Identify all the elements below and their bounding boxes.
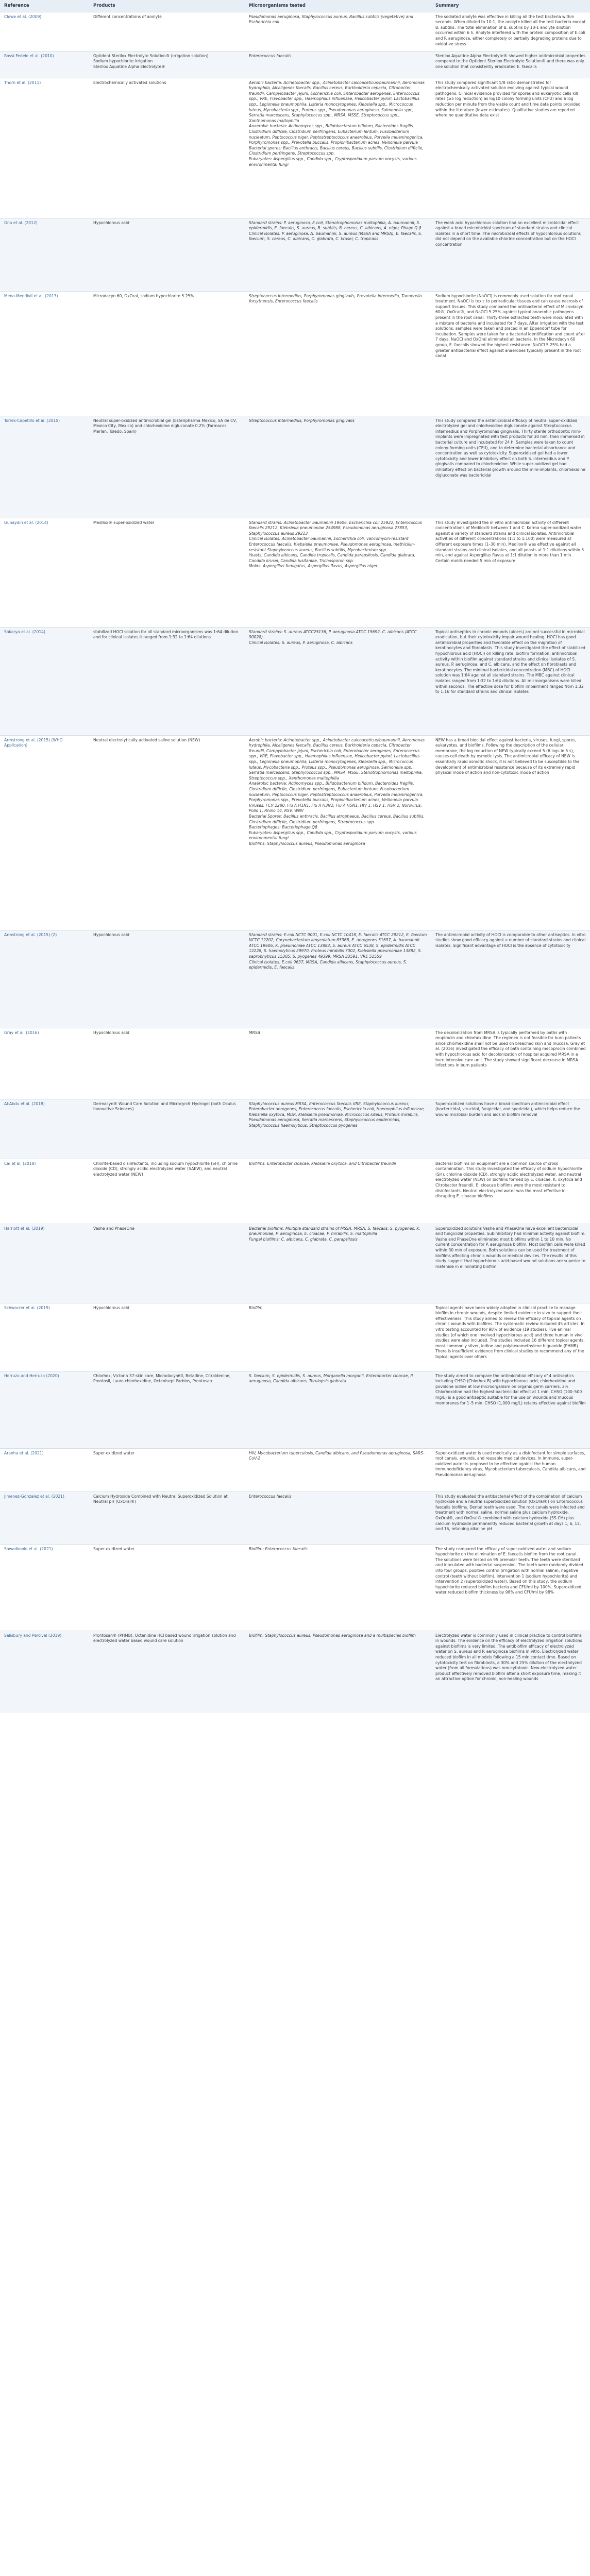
cell-microorganisms: Staphylococcus aureus MRSA, Enterococcus faecalis VRE, Staphylococcus aureus, Enterobacter aerogenes, Enterococcus faecalis, Escherichia coli, Haemophilus influenzae, Klebsiella oxytoca, MDR, Klebsiella pneumoniae, Micrococcus luteus, Proteus mirabilis, Pseudomonas aeruginosa, Serratia marcescens, Staphylococcus epidermidis, Staphylococcus haemolyticus, Streptococcus pyogenes bbox=[245, 1099, 431, 1159]
cell-reference: Aranha et al. (2021) bbox=[0, 1448, 89, 1492]
cell-summary: The study aimed to compare the antimicrobial efficacy of 4 antiseptics including CHSO (Chlorhex B) with hypochlorous acid, chlorhexidine and povidone iodine at low microorganism on organic germ carriers. 2% Chlorhexidine had the highest bactericidal effect at 1 min. CHSO (100–500 mg/L) is a good antiseptic suitable for the use on wounds and mucous membranes for 1–5 min. CHSO (1,000 mg/L) retains effective against biofilm bbox=[431, 1371, 590, 1448]
table-row bbox=[0, 735, 590, 930]
cell-summary: The study compared the efficacy of super-oxidized water and sodium hypochlorite on the elimination of E. faecalis biofilm from the root canal. The solutions were tested on 95 premolar teeth. The teeth were sterilized and inoculated with bacterial suspension. The teeth were randomly divided into four groups: positive control (irrigation with normal saline), negative control (teeth without biofilm), intervention 1 (sodium hypochlorite) and intervention 2 (superoxidized water). Based on this study, the sodium hypochlorite reduced biofilm bacteria and CFU/ml by 100%. Superoxidized water reduced biofilm thickness by 98% and CFU/ml by 98% bbox=[431, 1544, 590, 1631]
cell-products: Neutral electrolytically activated saline solution (NEW) bbox=[89, 735, 245, 930]
cell-products: Calcium Hydroxide Combined with Neutral Superoxidized Solution at Neutral pH (OxOral®) bbox=[89, 1492, 245, 1544]
cell-products: Microdacyn 60, OxOral, sodium hypochlorite 5.25% bbox=[89, 291, 245, 416]
header-reference: Reference bbox=[0, 0, 89, 12]
table-row bbox=[0, 1028, 590, 1099]
table-row bbox=[0, 1544, 590, 1631]
header-summary: Summary bbox=[431, 0, 590, 12]
cell-products: Hypochlorous acid bbox=[89, 1303, 245, 1371]
cell-products: Hypochlorous acid bbox=[89, 930, 245, 1028]
cell-summary: Sodium hypochlorite (NaOCl) is commonly used solution for root canal treatment. NaOCl is toxic to periradicular tissues and can cause necrosis of support tissues. This study compared the antibacterial effect of Microdacyn 60®, OxOral®, and NaOCl 5.25% against typical anaerobic pathogens present in the root canal. Thirty-three extracted teeth were inoculated with a mixture of bacteria and incubated for 7 days. After irrigation with the test solutions, samples were taken and placed in an Eppendorf tube for incubation. Samples were taken for a bacterial identification and count after 7 days. NaOCl and OxOral eliminated all bacteria. In the Microdacyn 60 group, E. faecalis showed the highest resistance. NaOCl 5.25% had a greater antibacterial effect against anaerobes typically present in the root canal bbox=[431, 291, 590, 416]
cell-microorganisms: S. faecium, S. epidermidis, S. aureus, Morganella morganii, Enterobacter cloacae, P. aeruginosa, Candida albicans, Torulopsis glabrata bbox=[245, 1371, 431, 1448]
cell-reference: Harriott et al. (2019) bbox=[0, 1224, 89, 1303]
cell-products: Neutral super-oxidized antimicrobial gel (Esteripharma Mexico, SA de CV, Mexico City, Mexico) and chlorhexidine digluconate 0.2% (Farmacos Merlan, Toledo, Spain) bbox=[89, 416, 245, 518]
cell-reference: Gunaydin et al. (2014) bbox=[0, 518, 89, 627]
cell-products: stabilized HOCl solution for all standard microorganisms was 1:64 dilution and for clinical isolates it ranged from 1:32 to 1:64 dilutions bbox=[89, 627, 245, 735]
cell-microorganisms: Enterococcus faecalis bbox=[245, 1492, 431, 1544]
cell-microorganisms: Standard strains: Acinetobacter baumannii 19606, Escherichia coli 25922, Enterococcus faecalis 29212, Klebsiella pneumoniae 254988, Pseudomonas aeruginosa 27853, Staphylococcus aureus 29213 Clinical isolates: Acinetobacter baumannii, Escherichia coli, vancomycin-resistant Enterococcus faecalis, Klebsiella pneumoniae, Pseudomonas aeruginosa, methicillin-resistant Staphylococcus aureus, Bacillus subtilis, Mycobacterium spp. Yeasts: Candida albicans, Candida tropicalis, Candida parapsilosis, Candida glabrata, Candida krusei, Candida lusitaniae, Trichosporon spp. Molds: Aspergillus fumigatus, Aspergillus flavus, Aspergillus niger bbox=[245, 518, 431, 627]
cell-products: Chlorite-based disinfectants, including sodium hypochlorite (SH), chlorine dioxide (CD), strongly acidic electrolyzed water (SAEW), and neutral electrolyzed water (NEW) bbox=[89, 1159, 245, 1224]
cell-summary: The decolonization from MRSA is typically performed by baths with mupirocin and chlorhexidine. The regimen is not feasible for burn patients since chlorhexidine shall not be used on breached skin and mucosa. Gray et al. (2016) investigated the efficacy of bath containing mecoprocin combined with hypochlorous acid for decolonization of hospital acquired MRSA in a burn intensive care unit. The study showed significant decrease in MRSA infections in burn patients bbox=[431, 1028, 590, 1099]
cell-microorganisms: Standard strains: S. aureus ATCC25136, P. aeruginosa ATCC 15692, C. albicans (ATCC 90028) Clinical isolates: S. aureus, P. aeruginosa, C. albicans bbox=[245, 627, 431, 735]
table-row bbox=[0, 930, 590, 1028]
cell-summary: Sterilox Aquatine Alpha Electrolyte® showed higher antimicrobial properties compared to the Optident Sterilox Electrolyte Solution® and there was only one solution that consistently eradicated E. faecalis bbox=[431, 51, 590, 78]
cell-summary: Superoxidized solutions Vashe and PhaseOne have excellent bactericidal and fungicidal properties. Subinhibitory had minimal activity against biofilm. Vashe and PhaseOne eliminated most biofilms within 1 to 10 min. No current concentration for P. aeruginosa biofilm. Most biofilm cells were killed within 30 min of exposure. Both solutions can be used for treatment of biofilms affecting chronic wounds or medical devices. The results of this study suggest that hypochlorous acid-based wound solutions are superior to mafenide in eliminating biofilm bbox=[431, 1224, 590, 1303]
cell-summary: This study compared significant 5/8 ratio demonstrated for electrochemically activated solution evolving against typical wound pathogens. Clinical evidence provided for spores and eukaryotic cells kill rates (≥5 log reduction) as log10 colony forming units (CFU) and 6 log reduction per minute from the viable count and time data points provided within the literature (lower estimates). Qualitative studies are reported where no quantitative data exist bbox=[431, 78, 590, 218]
cell-reference: Al-Abdu et al. (2018) bbox=[0, 1099, 89, 1159]
cell-microorganisms: Enterococcus faecalis bbox=[245, 51, 431, 78]
header-products: Products bbox=[89, 0, 245, 12]
cell-products: Prontosan® (PHMB), Octenidine HCl based wound irrigation solution and electrolyzed water based wound care solution bbox=[89, 1631, 245, 1713]
cell-summary: This study evaluated the antibacterial effect of the combination of calcium hydroxide and a neutral superoxidized solution (OxOral®) on Enterococcus faecalis biofilms. Dental teeth were used. The root canals were infected and treatment with normal saline, normal saline plus calcium hydroxide, OxOral®, and OxOral® combined with calcium hydroxide (SS-CH) plus calcium hydroxide permanently reduced bacterial growth at days 1, 6, 12, and 16, retaining alkaline pH bbox=[431, 1492, 590, 1544]
cell-microorganisms: Pseudomonas aeruginosa, Staphylococcus aureus, Bacillus subtilis (vegetative) and Escherichia coli bbox=[245, 12, 431, 51]
cell-products: Medilox® super-oxidized water bbox=[89, 518, 245, 627]
cell-reference: Sawadkonki et al. (2021) bbox=[0, 1544, 89, 1631]
table-row bbox=[0, 1631, 590, 1713]
table-row bbox=[0, 1492, 590, 1544]
cell-microorganisms: Standard strains: E.coli NCTC 9001, E.coli NCTC 10418, E. faecalis ATCC 29212, E. faecium NCTC 12202, Corynebacterium amycolatum 85368, E. aerogenes 51697, A. baumannii ATCC 19606, K. pneumoniae ATCC 13883, S. aureus ATCC 6538, S. epidermidis ATCC 12228, S. haemolyticus 29970, Proteus mirabilis 7002, Klebsiella pneumoniae 13882, S. saprophyticus 15305, S. pyogenes 49399, MRSA 33591, VRE 51559 Clinical isolates: E.coli 9637, MRSA, Candida albicans, Staphylococcus aureus, S. epidermidis, E. faecalis bbox=[245, 930, 431, 1028]
cell-microorganisms: Streptococcus intermedius, Porphyromonas gingivalis, Prevotella intermedia, Tannerella forsythensis, Enterococcus faecalis bbox=[245, 291, 431, 416]
table-row bbox=[0, 78, 590, 218]
table-row bbox=[0, 218, 590, 291]
cell-summary: The sodiated anolyte was effective in killing all the test bacteria within seconds. When diluted to 10-1, the anolyte killed all the test bacteria except B. subtilis. The total elimination of B. subtilis by 10-1 anolyte dilution occurred within 6 h. Anolyte interfered with the protein composition of E.coli and P. aeruginosa, either completely or partially degrading proteins due to oxidative stress bbox=[431, 12, 590, 51]
cell-reference: Armstrong et al. (2015) (2) bbox=[0, 930, 89, 1028]
cell-microorganisms: HIV, Mycobacterium tuberculosis, Candida albicans, and Pseudomonas aeruginosa, SARS-CoV-2 bbox=[245, 1448, 431, 1492]
cell-reference: Salisbury and Percival (2019) bbox=[0, 1631, 89, 1713]
table-row bbox=[0, 1159, 590, 1224]
cell-summary: This study investigated the in vitro antimicrobial activity of different concentrations of Medilox® between 1 and C. Kerma super-oxidized water against a variety of standard strains and clinical isolates. Antimicrobial activities of different concentrations (1:1 to 1:100) were measured at different exposure times (1–30 min). Medilox® was effective against all standard strains and clinical isolates, and all yeasts at 1:1 dilutions within 5 min, and against Aspergillus flavus at 1:1 dilution in more than 1 min. Certain molds needed 5 min of exposure bbox=[431, 518, 590, 627]
cell-products: Different concentrations of anolyte bbox=[89, 12, 245, 51]
cell-reference: Schwarzer et al. (2019) bbox=[0, 1303, 89, 1371]
header-microorganisms: Microorganisms tested bbox=[245, 0, 431, 12]
table-row bbox=[0, 51, 590, 78]
table-row bbox=[0, 1303, 590, 1371]
table-row bbox=[0, 1371, 590, 1448]
cell-summary: The weak acid hypochlorous solution had an excellent microbicidal effect against a broad microbicidal spectrum of standard strains and clinical isolates in a short time. The microbicidal effects of hypochlorous solutions did not depend on the available chlorine concentration but on the HOCl concentration bbox=[431, 218, 590, 291]
table-row bbox=[0, 1099, 590, 1159]
cell-microorganisms: Biofilm bbox=[245, 1303, 431, 1371]
cell-microorganisms: Biofilms: Enterobacter cloacae, Klebsiella oxytoca, and Citrobacter freundii bbox=[245, 1159, 431, 1224]
cell-summary: Bacterial biofilms on equipment are a common source of cross contamination. This study investigated the efficacy of sodium hypochlorite (SH), chlorine dioxide (CD), strongly acidic electrolyzed water, and neutral electrolyzed water (NEW) on biofilms formed by E. cloacae, K. oxytoca and Citrobacter freundii. E. cloacae biofilms were the most resistant to disinfectants. Neutral electrolyzed water was the most effective in disrupting E. cloacae biofilms bbox=[431, 1159, 590, 1224]
table-row bbox=[0, 627, 590, 735]
cell-reference: Sakarya et al. (2014) bbox=[0, 627, 89, 735]
cell-products: Hypochlorous acid bbox=[89, 218, 245, 291]
cell-microorganisms: Streptococcus intermedius, Porphyromonas gingivalis bbox=[245, 416, 431, 518]
cell-microorganisms: Biofilm: Staphylococcus aureus, Pseudomonas aeruginosa and a multispecies biofilm bbox=[245, 1631, 431, 1713]
cell-summary: NEW has a broad biocidal effect against bacteria, viruses, fungi, spores, eukaryotes, and biofilms. Following the description of the cellular membrane, the log reduction of NEW typically exceed 5 (6 logs in 5 s), causes cell death by osmotic lysis. The antimicrobial efficacy of NEW is essentially rapid osmotic shock, it is not believed to be susceptible to the development of antimicrobial resistance because of its extremely rapid physical mode of action and non-cytotoxic mode of action bbox=[431, 735, 590, 930]
cell-microorganisms: Biofilm: Enterococcus faecalis bbox=[245, 1544, 431, 1631]
table-body bbox=[0, 12, 590, 1713]
cell-reference: Clowe et al. (2009) bbox=[0, 12, 89, 51]
cell-summary: This study compared the antimicrobial efficacy of neutral super-oxidized electrolyzed gel and chlorhexidine digluconate against Streptococcus intermedius and Porphyromonas gingivalis. Thirty sterile orthodontic mini-implants were impregnated with test products for 30 min, then immersed in bacterial culture and incubated for 24 h. Samples were taken to count colony-forming units (CFU), and to determine bacterial absorbance and concentration as well as cytotoxicity. Superoxidized gel had a lower cytotoxicity and lower inhibitory effect on both S. intermedius and P. gingivalis compared to chlorhexidine. While super-oxidized gel had inhibitory effect on bacterial growth around the mini-implants, chlorhexidine digluconate was bactericidal bbox=[431, 416, 590, 518]
cell-microorganisms: Standard strains: P. aeruginosa, E.coli, Stenotrophomonas maltophilia, A. baumannii, S. epidermidis, E. faecalis, S. aureus, B. subtilis, B. cereus, C. albicans, A. niger, Phage Q β Clinical isolates: P. aeruginosa, A. baumannii, S. aureus (MSSA and MRSA), E. faecalis, S. faecium, S. cereus, C. albicans, C. glabrata, C. krusei, C. tropicalis bbox=[245, 218, 431, 291]
cell-microorganisms: Bacterial biofilms: Multiple standard strains of MSSA, MRSA, S. faecalis, S. pyogenes, K. pneumoniae, P. aeruginosa, E. cloacae, P. mirabilis, S. maltophilia Fungal biofilms: C. albicans, C. glabrata, C. parapsilosis bbox=[245, 1224, 431, 1303]
cell-microorganisms: MRSA bbox=[245, 1028, 431, 1099]
cell-reference: Rossi-Fedele et al. (2010) bbox=[0, 51, 89, 78]
table-row bbox=[0, 1448, 590, 1492]
cell-summary: Electrolyzed water is commonly used in clinical practice to control biofilms in wounds. The evidence on the efficacy of electrolyzed irrigation solutions against biofilms is very limited. The antibiofilm efficacy of electrolyzed water on S. aureus and P. aeruginosa biofilms in vitro. Electrolyzed water reduced biofilm in all models following a 15 min contact time. Based on cytotoxicity test on fibroblasts, a 30% and 25% dilution of the electrolyzed water (from all formulations) was non-cytotoxic. New electrolyzed water product effectively removed biofilm after a short exposure time, making it an attractive option for chronic, non-healing wounds bbox=[431, 1631, 590, 1713]
cell-products: Dermacyn® Wound Care Solution and Microcyn® Hydrogel (both Oculus Innovative Sciences) bbox=[89, 1099, 245, 1159]
table-row bbox=[0, 518, 590, 627]
cell-reference: Thorn et al. (2011) bbox=[0, 78, 89, 218]
cell-reference: Torres-Capetillo et al. (2015) bbox=[0, 416, 89, 518]
table-row bbox=[0, 1224, 590, 1303]
cell-products: Vashe and PhaseOne bbox=[89, 1224, 245, 1303]
cell-reference: Gray et al. (2016) bbox=[0, 1028, 89, 1099]
cell-products: Electrochemically activated solutions bbox=[89, 78, 245, 218]
cell-summary: Topical agents have been widely adopted in clinical practice to manage biofilm in chronic wounds, despite limited evidence in vivo to support their effectiveness. This study aimed to review the efficacy of topical agents on chronic wounds with biofilms. The systematic review included 45 articles. In vitro testing accounted for 90% of evidence (19 studies). Five animal studies (of which one involved hypochlorous acid) and three human in vivo studies were also included. The studies included 16 different topical agents, most commonly silver, iodine and polyhexamethylene biguanide (PHMB). There is insufficient evidence from clinical studies to recommend any of the topical agents over others bbox=[431, 1303, 590, 1371]
cell-reference: Herruzo and Herruzo (2020) bbox=[0, 1371, 89, 1448]
table-row bbox=[0, 291, 590, 416]
cell-summary: Topical antiseptics in chronic wounds (ulcers) are not successful in microbial eradication, but their cytotoxicity impair wound healing. HOCl has good antimicrobial properties and favorable effect on the migration of keratinocytes and fibroblasts. This study investigated the effect of stabilized hypochlorous acid (HOCl) on killing rate, biofilm formation, antimicrobial activity within biofilm against standard strains and clinical isolates of S. aureus, P. aeruginosa, and C. albicans, and the effect on fibroblasts and keratinocytes. The minimal bactericidal concentration (MBC) of HOCl solution was 1:64 against all standard strains. The MBC against clinical isolates ranged from 1:32 to 1:64 dilutions. All microorganisms were killed within seconds. The effective dose for biofilm impairment ranged from 1:32 to 1:16 for standard strains and clinical isolates bbox=[431, 627, 590, 735]
table-header-row bbox=[0, 0, 590, 12]
cell-products: Optident Sterilox Electrolyte Solution® (irrigation solution) Sodium hypochlorite irrigation Sterilox Aquatine Alpha Electrolyte® bbox=[89, 51, 245, 78]
cell-summary: Super-oxidized solutions have a broad spectrum antimicrobial effect (bactericidal, virucidal, fungicidal, and sporicidal), which helps reduce the wound microbial burden and aids in biofilm removal bbox=[431, 1099, 590, 1159]
cell-reference: Cai et al. (2018) bbox=[0, 1159, 89, 1224]
cell-products: Hypochlorous acid bbox=[89, 1028, 245, 1099]
cell-reference: Mena-Mendivil et al. (2013) bbox=[0, 291, 89, 416]
cell-summary: The antimicrobial activity of HOCl is comparable to other antiseptics. In vitro studies show good efficacy against a number of standard strains and clinical isolates. Significant advantage of HOCl is the absence of cytotoxicity bbox=[431, 930, 590, 1028]
cell-microorganisms: Aerobic bacteria: Acinetobacter spp., Acinetobacter calcoaceticus/baumannii, Aeromonas hydrophila, Alcaligenes faecalis, Bacillus cereus, Burkholderia cepacia, Citrobacter freundii, Campylobacter jejuni, Escherichia coli, Enterobacter aerogenes, Enterococcus spp., VRE, Flavobacter spp., Haemophilus influenzae, Helicobacter pylori, Lactobacillus spp., Legionella pneumophila, Listeria monocytogenes, Klebsiella spp., Micrococcus luteus, Mycobacteria spp., Proteus spp., Pseudomonas aeruginosa, Salmonella spp., Serratia marcescens, Staphylococcus spp., MRSA, MSSE, Streptococcus spp., Xanthomonas maltophilia Anaerobic bacteria: Actinomyces spp., Bifidobacterium bifidum, Bacteroides fragilis, Clostridium difficile, Clostridium perfringens, Eubacterium lentum, Fusobacterium nucleatum, Peptococcus niger, Peptostreptococcus anaerobius, Porvella melaninogenica, Porphyromonas spp., Prevotella buccalis, Propionibacterium acnes, Veillonella parvula Bacterial spores: Bacillus anthracis, Bacillus cereus, Bacillus subtilis, Clostridium difficile, Clostridium perfringens, Streptococcus spp. Eukaryotes: Aspergillus spp., Candida spp., Cryptosporidium parvum oocysts, various environmental fungi bbox=[245, 78, 431, 218]
cell-reference: Ono et al. (2012) bbox=[0, 218, 89, 291]
cell-summary: Super-oxidized water is used medically as a disinfectant for simple surfaces, root canals, wounds, and reusable medical devices. In immune, super-oxidized water is proposed to be effective against the human immunodeficiency virus, Mycobacterium tuberculosis, Candida albicans, and Pseudomonas aeruginosa bbox=[431, 1448, 590, 1492]
cell-products: Super-oxidized water bbox=[89, 1544, 245, 1631]
cell-reference: Jimenez-Gonzalez et al. (2021) bbox=[0, 1492, 89, 1544]
cell-products: Super-oxidized water bbox=[89, 1448, 245, 1492]
cell-reference: Armstrong et al. (2015) (WHO Application) bbox=[0, 735, 89, 930]
table-row bbox=[0, 12, 590, 51]
cell-products: Chlorhex, Victoria 37-skin care, Microdacyn60, Betadine, Citraldenine, Prontosil, Lauro chlorhexidine, Octenisept Farblos, Prontosan bbox=[89, 1371, 245, 1448]
cell-microorganisms: Aerobic bacteria: Acinetobacter spp., Acinetobacter calcoaceticus/baumannii, Aeromonas hydrophila, Alcaligenes faecalis, Bacillus cereus, Burkholderia cepacia, Citrobacter freundii, Campylobacter jejuni, Escherichia coli, Enterobacter aerogenes, Enterococcus spp., VRE, Flavobacter spp., Haemophilus influenzae, Helicobacter pylori, Lactobacillus spp., Legionella pneumophila, Listeria monocytogenes, Klebsiella spp., Micrococcus luteus, Mycobacteria spp., Proteus spp., Pseudomonas aeruginosa, Salmonella spp., Serratia marcescens, Staphylococcus spp., MRSA, MSSE, Stenotrophomonas maltophilia, Streptococcus spp., Xanthomonas maltophilia Anaerobic bacteria: Actinomyces spp., Bifidobacterium bifidum, Bacteroides fragilis, Clostridium difficile, Clostridium perfringens, Eubacterium lentum, Fusobacterium nucleatum, Peptococcus niger, Peptostreptococcus anaerobius, Porvella melaninogenica, Porphyromonas spp., Prevotella buccalis, Propionibacterium acnes, Veillonella parvula Viruses: FCV 2280, Flu A H1N1, Flu A H3N2, Flu A H5N1, HIV 1, HSV 1, HSV 2, Norovirus, Polio 1, Rhino 14, RSV, WNV Bacterial Spores: Bacillus anthracis, Bacillus atrophaeus, Bacillus cereus, Bacillus subtilis, Clostridium difficile, Clostridium perfringens, Streptococcus spp. Bacteriophages: Bacteriophage Qβ Eukaryotes: Aspergillus spp., Candida spp., Cryptosporidium parvum oocysts, various environmental fungi Biofilms: Staphylococcus aureus, Pseudomonas aeruginosa bbox=[245, 735, 431, 930]
table-row bbox=[0, 416, 590, 518]
